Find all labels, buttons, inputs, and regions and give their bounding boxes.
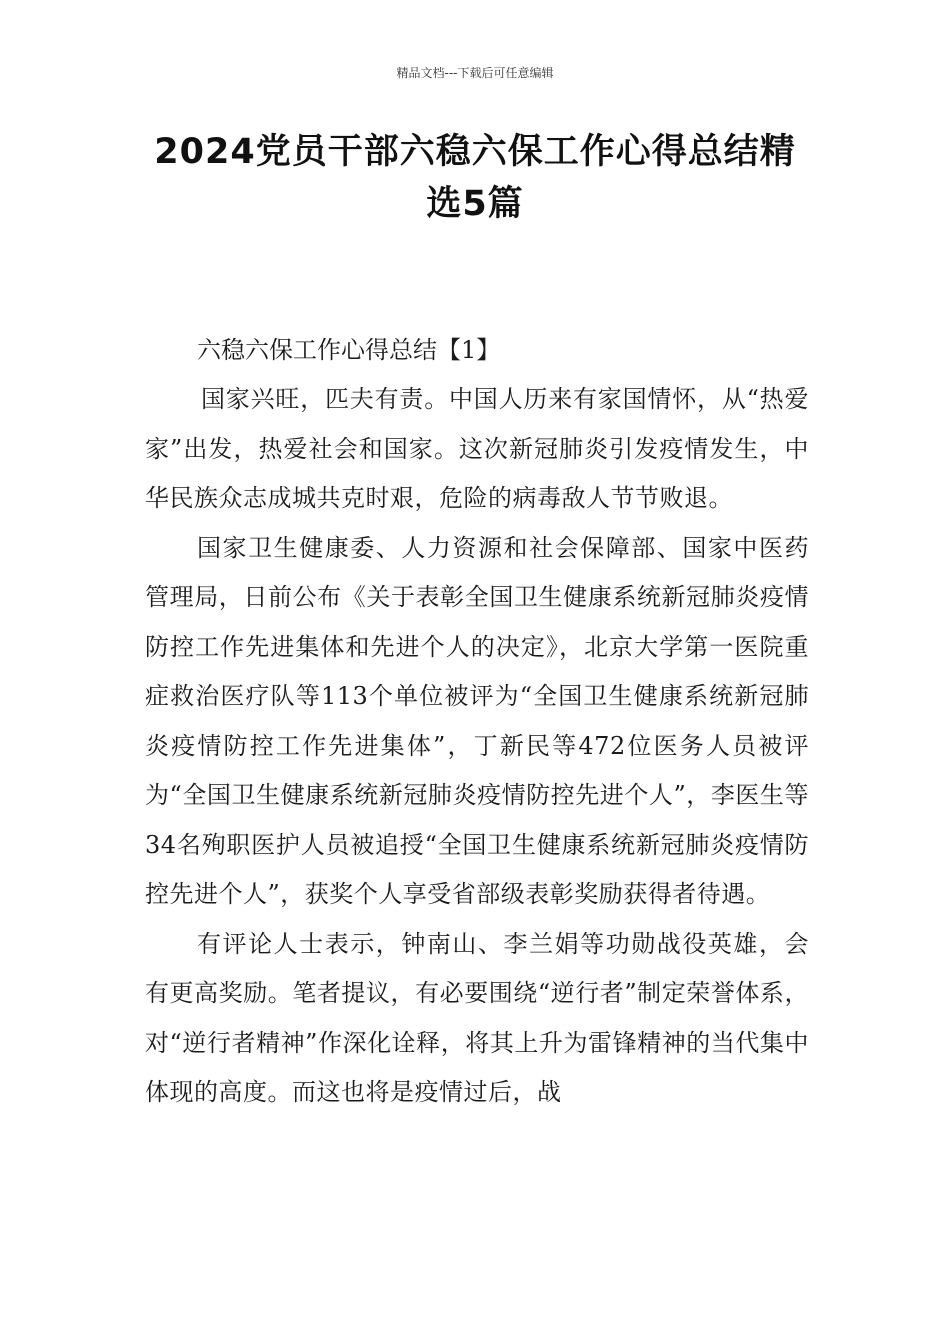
document-body: [145, 325, 809, 1118]
paragraph-1: 国家兴旺，匹夫有责。中国人历来有家国情怀，从“热爱家”出发，热爱社会和国家。这次新冠肺炎引发疫情发生，中华民族众志成城共克时艰，危险的病毒敌人节节败退。: [145, 385, 809, 512]
paragraph-2: 国家卫生健康委、人力资源和社会保障部、国家中医药管理局，日前公布《关于表彰全国卫生健康系统新冠肺炎疫情防控工作先进集体和先进个人的决定》，北京大学第一医院重症救治医疗队等113个单位被评为“全国卫生健康系统新冠肺炎疫情防控工作先进集体”，丁新民等472位医务人员被评为“全国卫生健康系统新冠肺炎疫情防控先进个人”，李医生等34名殉职医护人员被追授“全国卫生健康系统新冠肺炎疫情防控先进个人”，获奖个人享受省部级表彰奖励获得者待遇。: [145, 533, 809, 908]
header-note: 精品文档---下载后可任意编辑: [396, 66, 554, 80]
document-title: [120, 126, 830, 230]
section-heading: 六稳六保工作心得总结【1】: [197, 336, 501, 364]
paragraph-3: 有评论人士表示，钟南山、李兰娟等功勋战役英雄，会有更高奖励。笔者提议，有必要围绕“逆行者”制定荣誉体系，对“逆行者精神”作深化诠释，将其上升为雷锋精神的当代集中体现的高度。而这也将是疫情过后，战: [145, 929, 809, 1106]
title-line-2: 选5篇: [426, 184, 524, 224]
title-line-1: 2024党员干部六稳六保工作心得总结精: [154, 132, 796, 172]
